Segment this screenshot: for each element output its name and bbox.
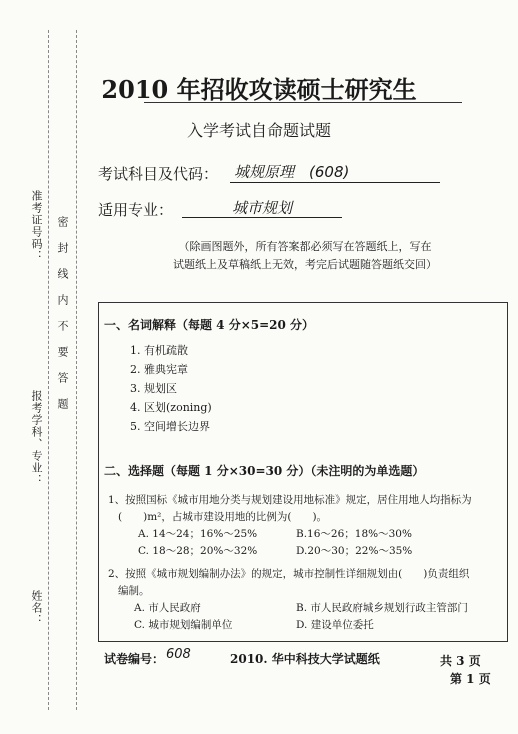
page-number: 第 1 页 — [450, 672, 491, 686]
q1-option-d: D.20～30；22%～35% — [296, 545, 413, 557]
q1-option-a: A. 14～24；16%～25% — [138, 528, 258, 540]
school-name: 2010. 华中科技大学试题纸 — [230, 652, 380, 666]
q1-text-line-1: 1、按照国标《城市用地分类与规划建设用地标准》规定，居住用地人均指标为 — [108, 494, 472, 506]
page-title: 2010 年招收攻读硕士研究生 — [101, 75, 417, 104]
q2-option-d: D. 建设单位委托 — [296, 619, 374, 631]
seal-line-text: 密 封 线 内 不 要 答 题 — [56, 216, 69, 411]
term-1: 1. 有机疏散 — [130, 344, 188, 357]
q2-option-c: C. 城市规划编制单位 — [134, 619, 233, 631]
q2-text-line-1: 2、按照《城市规划编制办法》的规定，城市控制性详细规划由( )负责组织 — [108, 568, 470, 580]
total-pages: 共 3 页 — [440, 654, 481, 668]
instructions-line-2: 试题纸上及草稿纸上无效，考完后试题随答题纸交回） — [173, 258, 437, 271]
q1-text-line-2: ( )m²，占城市建设用地的比例为( )。 — [118, 511, 328, 523]
q1-option-b: B.16～26；18%～30% — [296, 528, 412, 540]
term-4: 4. 区划(zoning) — [130, 401, 212, 414]
term-2: 2. 雅典宪章 — [130, 363, 188, 376]
paper-code-value: 608 — [166, 647, 191, 662]
instructions — [150, 238, 460, 274]
term-3: 3. 规划区 — [130, 382, 177, 395]
page-subtitle: 入学考试自命题试题 — [186, 121, 331, 140]
q2-option-a: A. 市人民政府 — [134, 602, 201, 614]
section2-heading: 二、选择题（每题 1 分×30=30 分）（未注明的为单选题） — [104, 464, 425, 478]
term-5: 5. 空间增长边界 — [130, 420, 210, 433]
q2-text-line-2: 编制。 — [118, 585, 150, 597]
major-underline — [182, 217, 342, 218]
section1-heading: 一、名词解释（每题 4 分×5=20 分） — [104, 318, 315, 332]
major-label: 适用专业： — [98, 201, 174, 219]
paper-code-label: 试卷编号： — [104, 652, 165, 666]
major-value: 城市规划 — [232, 199, 293, 217]
q2-option-b: B. 市人民政府城乡规划行政主管部门 — [296, 602, 468, 614]
major-subject-label: 报考学科、专业： — [30, 390, 43, 486]
title-underline — [144, 102, 462, 103]
subject-label: 考试科目及代码： — [98, 165, 219, 183]
subject-value: 城规原理 (608) — [234, 163, 350, 181]
instructions-line-1: （除画图题外，所有答案都必须写在答题纸上，写在 — [178, 240, 432, 253]
subject-underline — [230, 182, 440, 183]
exam-id-label: 准考证号码： — [30, 190, 43, 262]
q1-option-c: C. 18～28；20%～32% — [138, 545, 258, 557]
name-label: 姓名： — [30, 590, 43, 626]
